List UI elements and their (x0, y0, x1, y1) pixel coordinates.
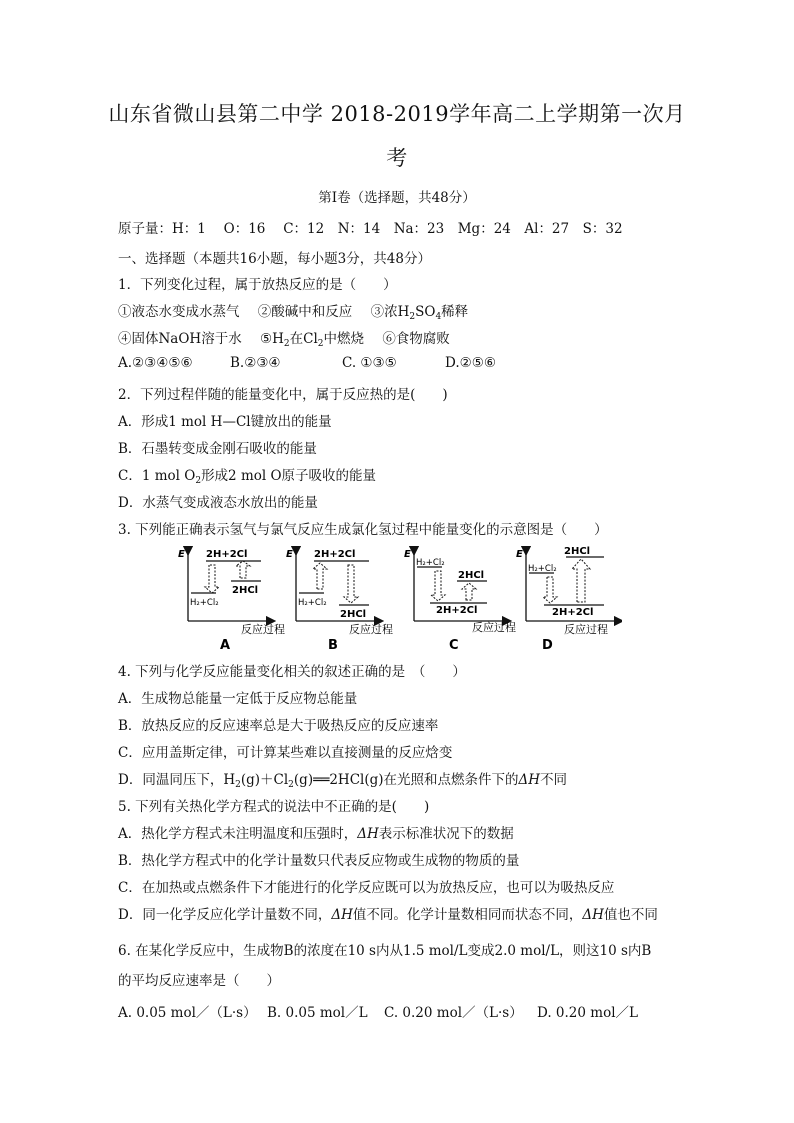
diagram-a-x-label: 反应过程 (241, 623, 285, 636)
diagram-c-x-label: 反应过程 (472, 621, 516, 634)
diagram-c-reactants: H₂+Cl₂ (416, 558, 445, 568)
q5-option-c[interactable]: C．在加热或点燃条件下才能进行的化学反应既可以为放热反应，也可以为吸热反应 (118, 880, 615, 896)
q1-option-c[interactable]: C. ①③⑤ (342, 355, 397, 371)
diagram-b-label: B (328, 638, 338, 653)
q1-items-row2 (118, 327, 450, 349)
q3-stem: 3. 下列能正确表示氢气与氯气反应生成氯化氢过程中能量变化的示意图是（ ） (118, 522, 608, 538)
q6-option-b[interactable]: B. 0.05 mol／L (267, 1005, 368, 1021)
diagram-a-reactants: H₂+Cl₂ (190, 598, 219, 608)
q1-item-1: ①液态水变成水蒸气 (118, 304, 240, 320)
q2-option-c[interactable]: C．1 mol $O_2$形成2 mol O原子吸收的能量 (118, 468, 377, 486)
q4-option-a[interactable]: A．生成物总能量一定低于反应物总能量 (118, 691, 358, 707)
exam-title-line2: 考 (386, 146, 408, 170)
exam-title-line1: 山东省微山县第二中学 2018-2019学年高二上学期第一次月 (108, 102, 686, 126)
diagram-a-y-label: E (178, 549, 185, 560)
q1-option-b[interactable]: B.②③④ (230, 355, 281, 371)
q6-option-c[interactable]: C. 0.20 mol／（L·s） (384, 1005, 523, 1021)
q1-stem: 1．下列变化过程，属于放热反应的是（ ） (118, 277, 397, 293)
diagram-c-label: C (449, 638, 459, 653)
diagram-b[interactable] (286, 549, 393, 653)
diagram-b-product: 2HCl (340, 609, 367, 620)
diagram-a[interactable] (178, 549, 285, 653)
diagram-d-x-label: 反应过程 (564, 623, 608, 636)
atomic-mass-line: 原子量：H：1 O：16 C：12 N：14 Na：23 Mg：24 Al：27 S：32 (118, 221, 623, 237)
q6-stem-line2: 的平均反应速率是（ ） (118, 973, 280, 989)
diagram-d-label: D (542, 638, 553, 653)
q4-option-b[interactable]: B．放热反应的反应速率总是大于吸热反应的反应速率 (118, 718, 439, 734)
energy-diagrams (176, 545, 622, 657)
diagram-c[interactable] (404, 549, 516, 653)
q5-stem: 5. 下列有关热化学方程式的说法中不正确的是( ) (118, 799, 430, 815)
q1-items-row1 (118, 300, 468, 322)
q2-option-b[interactable]: B．石墨转变成金刚石吸收的能量 (118, 441, 317, 457)
diagram-d-y-label: E (516, 549, 523, 560)
q6-option-d[interactable]: D. 0.20 mol／L (537, 1005, 638, 1021)
diagram-d-product: 2HCl (564, 546, 591, 557)
q1-item-3: ③浓$H_2SO_4$稀释 (370, 304, 469, 322)
q6-stem-line1: 6. 在某化学反应中，生成物B的浓度在10 s内从1.5 mol/L变成2.0 mol/L，则这10 s内B (118, 943, 652, 959)
q5-option-d[interactable]: D．同一化学反应化学计量数不同，ΔH值不同。化学计量数相同而状态不同，ΔH值也不同 (118, 907, 658, 923)
diagram-c-y-label: E (404, 549, 411, 560)
part-intro: 一、选择题（本题共16小题，每小题3分，共48分） (118, 251, 431, 267)
diagram-d-reactants: H₂+Cl₂ (528, 564, 557, 574)
q5-option-a[interactable]: A．热化学方程式未注明温度和压强时，ΔH表示标准状况下的数据 (118, 826, 514, 842)
q5-option-b[interactable]: B．热化学方程式中的化学计量数只代表反应物或生成物的物质的量 (118, 853, 520, 869)
q4-option-c[interactable]: C．应用盖斯定律，可计算某些难以直接测量的反应焓变 (118, 745, 453, 761)
q6-option-a[interactable]: A. 0.05 mol／（L·s） (118, 1005, 257, 1021)
diagram-a-atoms: 2H+2Cl (206, 549, 248, 560)
diagram-b-y-label: E (286, 549, 293, 560)
q1-item-6: ⑥食物腐败 (382, 331, 450, 347)
diagram-a-label: A (220, 638, 231, 653)
q1-item-5: $⑤H_2$在$Cl_2$中燃烧 (260, 331, 365, 349)
diagram-c-atoms: 2H+2Cl (436, 605, 478, 616)
q1-item-2: ②酸碱中和反应 (257, 304, 353, 320)
q1-option-a[interactable]: A.②③④⑤⑥ (118, 355, 193, 371)
q2-option-a[interactable]: A．形成1 mol H—Cl键放出的能量 (118, 414, 332, 430)
q2-stem: 2．下列过程伴随的能量变化中，属于反应热的是( ) (118, 387, 448, 403)
q1-option-d[interactable]: D.②⑤⑥ (445, 355, 496, 371)
diagram-d-atoms: 2H+2Cl (552, 607, 594, 618)
diagram-b-atoms: 2H+2Cl (314, 549, 356, 560)
section-heading: 第Ⅰ卷（选择题，共48分） (318, 190, 476, 206)
diagram-c-product: 2HCl (458, 570, 485, 581)
q2-option-d[interactable]: D．水蒸气变成液态水放出的能量 (118, 495, 318, 511)
diagram-b-reactants: H₂+Cl₂ (298, 598, 327, 608)
q4-stem: 4. 下列与化学反应能量变化相关的叙述正确的是 （ ） (118, 664, 466, 680)
q4-option-d[interactable]: D．同温同压下，$H_2(g)+Cl_2(g)══2HCl(g)$在光照和点燃条件下的ΔH不同 (118, 772, 568, 790)
q1-item-4: ④固体NaOH溶于水 (118, 331, 242, 347)
diagram-d[interactable] (516, 546, 619, 653)
diagram-b-x-label: 反应过程 (349, 623, 393, 636)
diagram-a-product: 2HCl (232, 585, 259, 596)
